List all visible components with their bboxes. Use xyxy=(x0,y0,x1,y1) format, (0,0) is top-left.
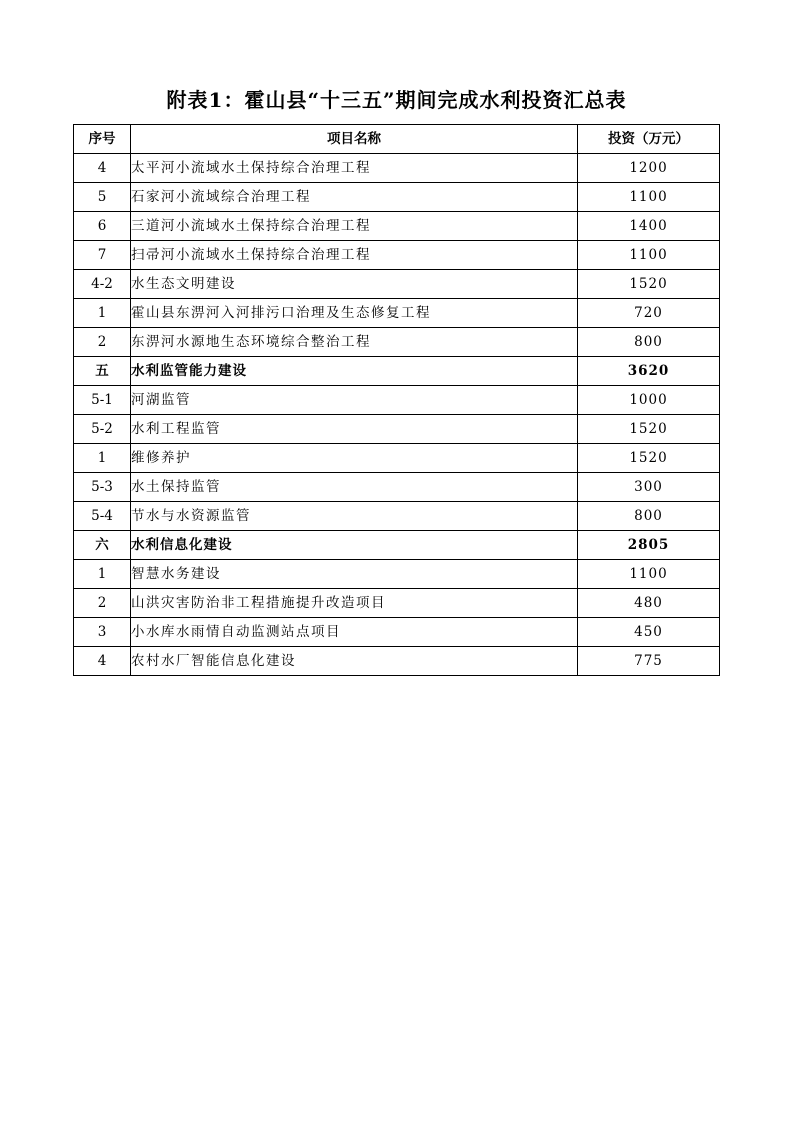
table-row xyxy=(74,560,720,589)
table-row xyxy=(74,328,720,357)
row-project-name: 三道河小流域水土保持综合治理工程 xyxy=(131,212,578,241)
table-row xyxy=(74,154,720,183)
table-header-row xyxy=(74,125,720,154)
header-investment: 投资（万元） xyxy=(578,125,720,154)
table-row xyxy=(74,183,720,212)
row-investment: 775 xyxy=(578,647,720,676)
row-investment: 800 xyxy=(578,328,720,357)
table-row xyxy=(74,241,720,270)
table-row xyxy=(74,589,720,618)
row-investment: 2805 xyxy=(578,531,720,560)
row-investment: 720 xyxy=(578,299,720,328)
row-investment: 1100 xyxy=(578,560,720,589)
row-serial-number: 4 xyxy=(74,154,131,183)
row-serial-number: 1 xyxy=(74,299,131,328)
row-project-name: 水土保持监管 xyxy=(131,473,578,502)
row-serial-number: 六 xyxy=(74,531,131,560)
table-row xyxy=(74,270,720,299)
row-investment: 3620 xyxy=(578,357,720,386)
row-project-name: 山洪灾害防治非工程措施提升改造项目 xyxy=(131,589,578,618)
row-project-name: 霍山县东淠河入河排污口治理及生态修复工程 xyxy=(131,299,578,328)
row-project-name: 河湖监管 xyxy=(131,386,578,415)
row-project-name: 石家河小流域综合治理工程 xyxy=(131,183,578,212)
table-row xyxy=(74,473,720,502)
row-investment: 1100 xyxy=(578,241,720,270)
table-section-row xyxy=(74,531,720,560)
row-project-name: 水生态文明建设 xyxy=(131,270,578,299)
row-investment: 1100 xyxy=(578,183,720,212)
row-project-name: 农村水厂智能信息化建设 xyxy=(131,647,578,676)
table-row xyxy=(74,386,720,415)
row-serial-number: 5-2 xyxy=(74,415,131,444)
row-investment: 800 xyxy=(578,502,720,531)
table-row xyxy=(74,415,720,444)
row-investment: 1400 xyxy=(578,212,720,241)
row-serial-number: 1 xyxy=(74,444,131,473)
header-serial-number: 序号 xyxy=(74,125,131,154)
page-title: 附表1：霍山县“十三五”期间完成水利投资汇总表 xyxy=(166,88,627,112)
investment-summary-table xyxy=(73,124,720,676)
table-row xyxy=(74,444,720,473)
row-project-name: 维修养护 xyxy=(131,444,578,473)
row-project-name: 智慧水务建设 xyxy=(131,560,578,589)
row-project-name: 东淠河水源地生态环境综合整治工程 xyxy=(131,328,578,357)
row-project-name: 小水库水雨情自动监测站点项目 xyxy=(131,618,578,647)
row-serial-number: 5-1 xyxy=(74,386,131,415)
row-project-name: 水利监管能力建设 xyxy=(131,357,578,386)
row-investment: 450 xyxy=(578,618,720,647)
table-row xyxy=(74,299,720,328)
row-serial-number: 6 xyxy=(74,212,131,241)
row-serial-number: 1 xyxy=(74,560,131,589)
row-project-name: 太平河小流域水土保持综合治理工程 xyxy=(131,154,578,183)
row-serial-number: 3 xyxy=(74,618,131,647)
row-investment: 1200 xyxy=(578,154,720,183)
table-row xyxy=(74,647,720,676)
table-row xyxy=(74,502,720,531)
row-investment: 1520 xyxy=(578,415,720,444)
row-project-name: 水利工程监管 xyxy=(131,415,578,444)
row-investment: 300 xyxy=(578,473,720,502)
row-serial-number: 5 xyxy=(74,183,131,212)
row-project-name: 水利信息化建设 xyxy=(131,531,578,560)
header-project-name: 项目名称 xyxy=(131,125,578,154)
row-serial-number: 5-3 xyxy=(74,473,131,502)
row-serial-number: 2 xyxy=(74,328,131,357)
table-section-row xyxy=(74,357,720,386)
row-serial-number: 五 xyxy=(74,357,131,386)
table-row xyxy=(74,618,720,647)
row-investment: 1520 xyxy=(578,444,720,473)
row-investment: 1000 xyxy=(578,386,720,415)
row-serial-number: 4-2 xyxy=(74,270,131,299)
row-investment: 480 xyxy=(578,589,720,618)
row-serial-number: 5-4 xyxy=(74,502,131,531)
table-body xyxy=(74,154,720,676)
row-investment: 1520 xyxy=(578,270,720,299)
row-project-name: 扫帚河小流域水土保持综合治理工程 xyxy=(131,241,578,270)
row-project-name: 节水与水资源监管 xyxy=(131,502,578,531)
table-row xyxy=(74,212,720,241)
row-serial-number: 2 xyxy=(74,589,131,618)
row-serial-number: 7 xyxy=(74,241,131,270)
row-serial-number: 4 xyxy=(74,647,131,676)
